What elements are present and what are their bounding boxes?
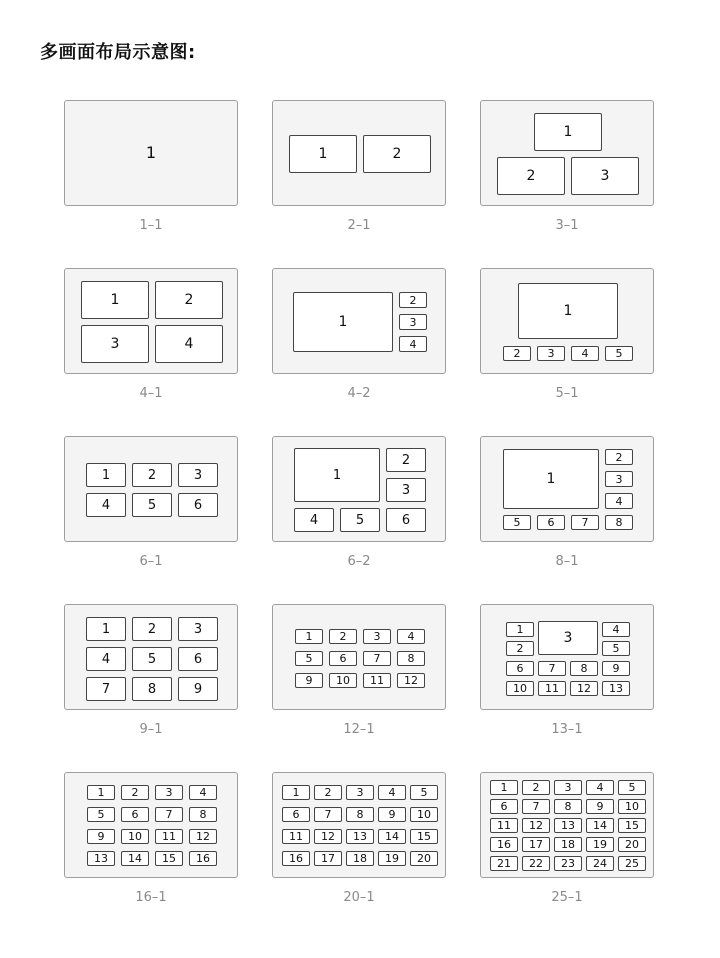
layout-cell-1: 1 [490,780,518,795]
layout-cell-6: 6 [329,651,357,666]
layout-cell-6: 6 [282,807,310,822]
layout-cell-5: 5 [132,493,172,517]
layout-cell-3: 3 [571,157,639,195]
layout-cell-5: 5 [410,785,438,800]
layout-cell-2: 2 [329,629,357,644]
layout-cell-5: 5 [132,647,172,671]
layout-cell-12: 12 [397,673,425,688]
layout-cell-11: 11 [282,829,310,844]
layout-cell-3: 3 [554,780,582,795]
layout-cell-8: 8 [132,677,172,701]
layout-cell-3: 3 [155,785,183,800]
layout-cell-1: 1 [86,617,126,641]
layout-cell-2: 2 [121,785,149,800]
layout-cell-8: 8 [189,807,217,822]
layout-cell-5: 5 [295,651,323,666]
layout-cell-4: 4 [586,780,614,795]
layout-cell-1: 1 [295,629,323,644]
layout-cell-4: 4 [86,647,126,671]
layout-cell-7: 7 [522,799,550,814]
layout-cell-7: 7 [571,515,599,530]
layout-cell-2: 2 [132,463,172,487]
layout-panel-6-2 [272,436,446,542]
layout-cell-7: 7 [538,661,566,676]
layout-caption-5-1: 5–1 [555,386,579,401]
layout-caption-2-1: 2–1 [347,218,371,233]
layout-cell-3: 3 [81,325,149,363]
layout-cell-4: 4 [294,508,334,532]
layout-caption-20-1: 20–1 [343,890,375,905]
layout-cell-8: 8 [570,661,598,676]
layout-cell-9: 9 [295,673,323,688]
layout-panel-8-1 [480,436,654,542]
layout-cell-1: 1 [289,135,357,173]
layout-cell-13: 13 [554,818,582,833]
layout-cell-9: 9 [178,677,218,701]
layout-cell-1: 1 [518,283,618,339]
layout-cell-6: 6 [121,807,149,822]
layout-cell-1: 1 [86,463,126,487]
layout-cell-2: 2 [506,641,534,656]
layout-cell-11: 11 [490,818,518,833]
layout-cell-4: 4 [86,493,126,517]
layout-caption-12-1: 12–1 [343,722,375,737]
layout-cell-4: 4 [155,325,223,363]
layout-cell-10: 10 [410,807,438,822]
layout-cell-16: 16 [189,851,217,866]
layout-cell-17: 17 [314,851,342,866]
layout-cell-16: 16 [490,837,518,852]
layout-cell-4: 4 [189,785,217,800]
layout-cell-5: 5 [503,515,531,530]
layout-panel-2-1 [272,100,446,206]
layout-cell-19: 19 [378,851,406,866]
layout-panel-4-1 [64,268,238,374]
layout-cell-14: 14 [586,818,614,833]
layout-cell-24: 24 [586,856,614,871]
layout-cell-4: 4 [399,336,427,352]
layout-cell-1: 1 [294,448,380,502]
layout-caption-16-1: 16–1 [135,890,167,905]
layout-panel-25-1 [480,772,654,878]
layout-cell-1: 1 [81,281,149,319]
layout-cell-12: 12 [570,681,598,696]
layout-cell-6: 6 [490,799,518,814]
page-title: 多画面布局示意图: [40,42,196,63]
layout-cell-20: 20 [410,851,438,866]
layout-cell-9: 9 [586,799,614,814]
layout-cell-21: 21 [490,856,518,871]
layout-cell-2: 2 [363,135,431,173]
layout-cell-3: 3 [538,621,598,655]
layout-cell-7: 7 [314,807,342,822]
layout-cell-6: 6 [506,661,534,676]
layout-cell-2: 2 [497,157,565,195]
layout-cell-4: 4 [602,622,630,637]
layout-panel-16-1 [64,772,238,878]
layout-cell-9: 9 [602,661,630,676]
layout-cell-7: 7 [363,651,391,666]
layout-panel-9-1 [64,604,238,710]
layout-cell-7: 7 [155,807,183,822]
layout-caption-6-2: 6–2 [347,554,371,569]
layout-cell-3: 3 [178,617,218,641]
layout-cell-9: 9 [87,829,115,844]
layout-cell-1: 1 [87,785,115,800]
layout-cell-3: 3 [605,471,633,487]
layout-caption-9-1: 9–1 [139,722,163,737]
layout-cell-4: 4 [397,629,425,644]
layout-caption-13-1: 13–1 [551,722,583,737]
layout-caption-8-1: 8–1 [555,554,579,569]
layout-cell-6: 6 [178,493,218,517]
layout-panel-12-1 [272,604,446,710]
layout-caption-4-1: 4–1 [139,386,163,401]
layout-cell-2: 2 [522,780,550,795]
layout-panel-1-1 [64,100,238,206]
layout-cell-10: 10 [506,681,534,696]
layout-panel-5-1 [480,268,654,374]
layout-cell-13: 13 [602,681,630,696]
layout-cell-4: 4 [605,493,633,509]
layout-cell-5: 5 [618,780,646,795]
layout-caption-25-1: 25–1 [551,890,583,905]
layout-cell-3: 3 [178,463,218,487]
layout-cell-11: 11 [363,673,391,688]
layout-cell-9: 9 [378,807,406,822]
layout-cell-3: 3 [346,785,374,800]
layout-cell-22: 22 [522,856,550,871]
layout-cell-2: 2 [155,281,223,319]
layout-cell-8: 8 [605,515,633,530]
layout-cell-12: 12 [522,818,550,833]
layout-cell-17: 17 [522,837,550,852]
layout-caption-1-1: 1–1 [139,218,163,233]
layout-cell-20: 20 [618,837,646,852]
layout-cell-2: 2 [503,346,531,361]
layout-cell-3: 3 [363,629,391,644]
layout-panel-4-2 [272,268,446,374]
layout-panel-6-1 [64,436,238,542]
layout-caption-3-1: 3–1 [555,218,579,233]
layout-cell-6: 6 [386,508,426,532]
layout-cell-2: 2 [605,449,633,465]
layout-panel-13-1 [480,604,654,710]
layout-cell-1: 1 [534,113,602,151]
layout-cell-6: 6 [178,647,218,671]
layout-cell-18: 18 [554,837,582,852]
layout-cell-13: 13 [87,851,115,866]
layout-cell-12: 12 [314,829,342,844]
layout-cell-11: 11 [155,829,183,844]
layout-cell-1: 1 [145,143,157,162]
layout-cell-1: 1 [293,292,393,352]
layout-cell-1: 1 [506,622,534,637]
layout-cell-14: 14 [121,851,149,866]
layout-cell-3: 3 [537,346,565,361]
layout-cell-5: 5 [340,508,380,532]
layout-cell-11: 11 [538,681,566,696]
layout-cell-16: 16 [282,851,310,866]
layout-cell-2: 2 [314,785,342,800]
layout-cell-3: 3 [386,478,426,502]
layout-cell-8: 8 [397,651,425,666]
layout-cell-23: 23 [554,856,582,871]
layout-cell-8: 8 [554,799,582,814]
layout-cell-5: 5 [605,346,633,361]
layout-cell-4: 4 [571,346,599,361]
layout-cell-1: 1 [503,449,599,509]
layout-cell-25: 25 [618,856,646,871]
layout-panel-20-1 [272,772,446,878]
layout-cell-2: 2 [399,292,427,308]
layout-caption-6-1: 6–1 [139,554,163,569]
layout-cell-10: 10 [618,799,646,814]
layout-cell-2: 2 [132,617,172,641]
layout-cell-15: 15 [410,829,438,844]
layout-cell-10: 10 [121,829,149,844]
layout-cell-1: 1 [282,785,310,800]
layout-cell-12: 12 [189,829,217,844]
layout-cell-6: 6 [537,515,565,530]
layout-cell-2: 2 [386,448,426,472]
layout-cell-15: 15 [618,818,646,833]
layout-cell-10: 10 [329,673,357,688]
layout-caption-4-2: 4–2 [347,386,371,401]
layout-cell-8: 8 [346,807,374,822]
layout-cell-7: 7 [86,677,126,701]
layout-cell-3: 3 [399,314,427,330]
layout-cell-13: 13 [346,829,374,844]
layout-cell-5: 5 [602,641,630,656]
layout-cell-5: 5 [87,807,115,822]
layout-cell-4: 4 [378,785,406,800]
layout-cell-19: 19 [586,837,614,852]
layout-panel-3-1 [480,100,654,206]
layout-cell-14: 14 [378,829,406,844]
layout-cell-18: 18 [346,851,374,866]
layout-cell-15: 15 [155,851,183,866]
